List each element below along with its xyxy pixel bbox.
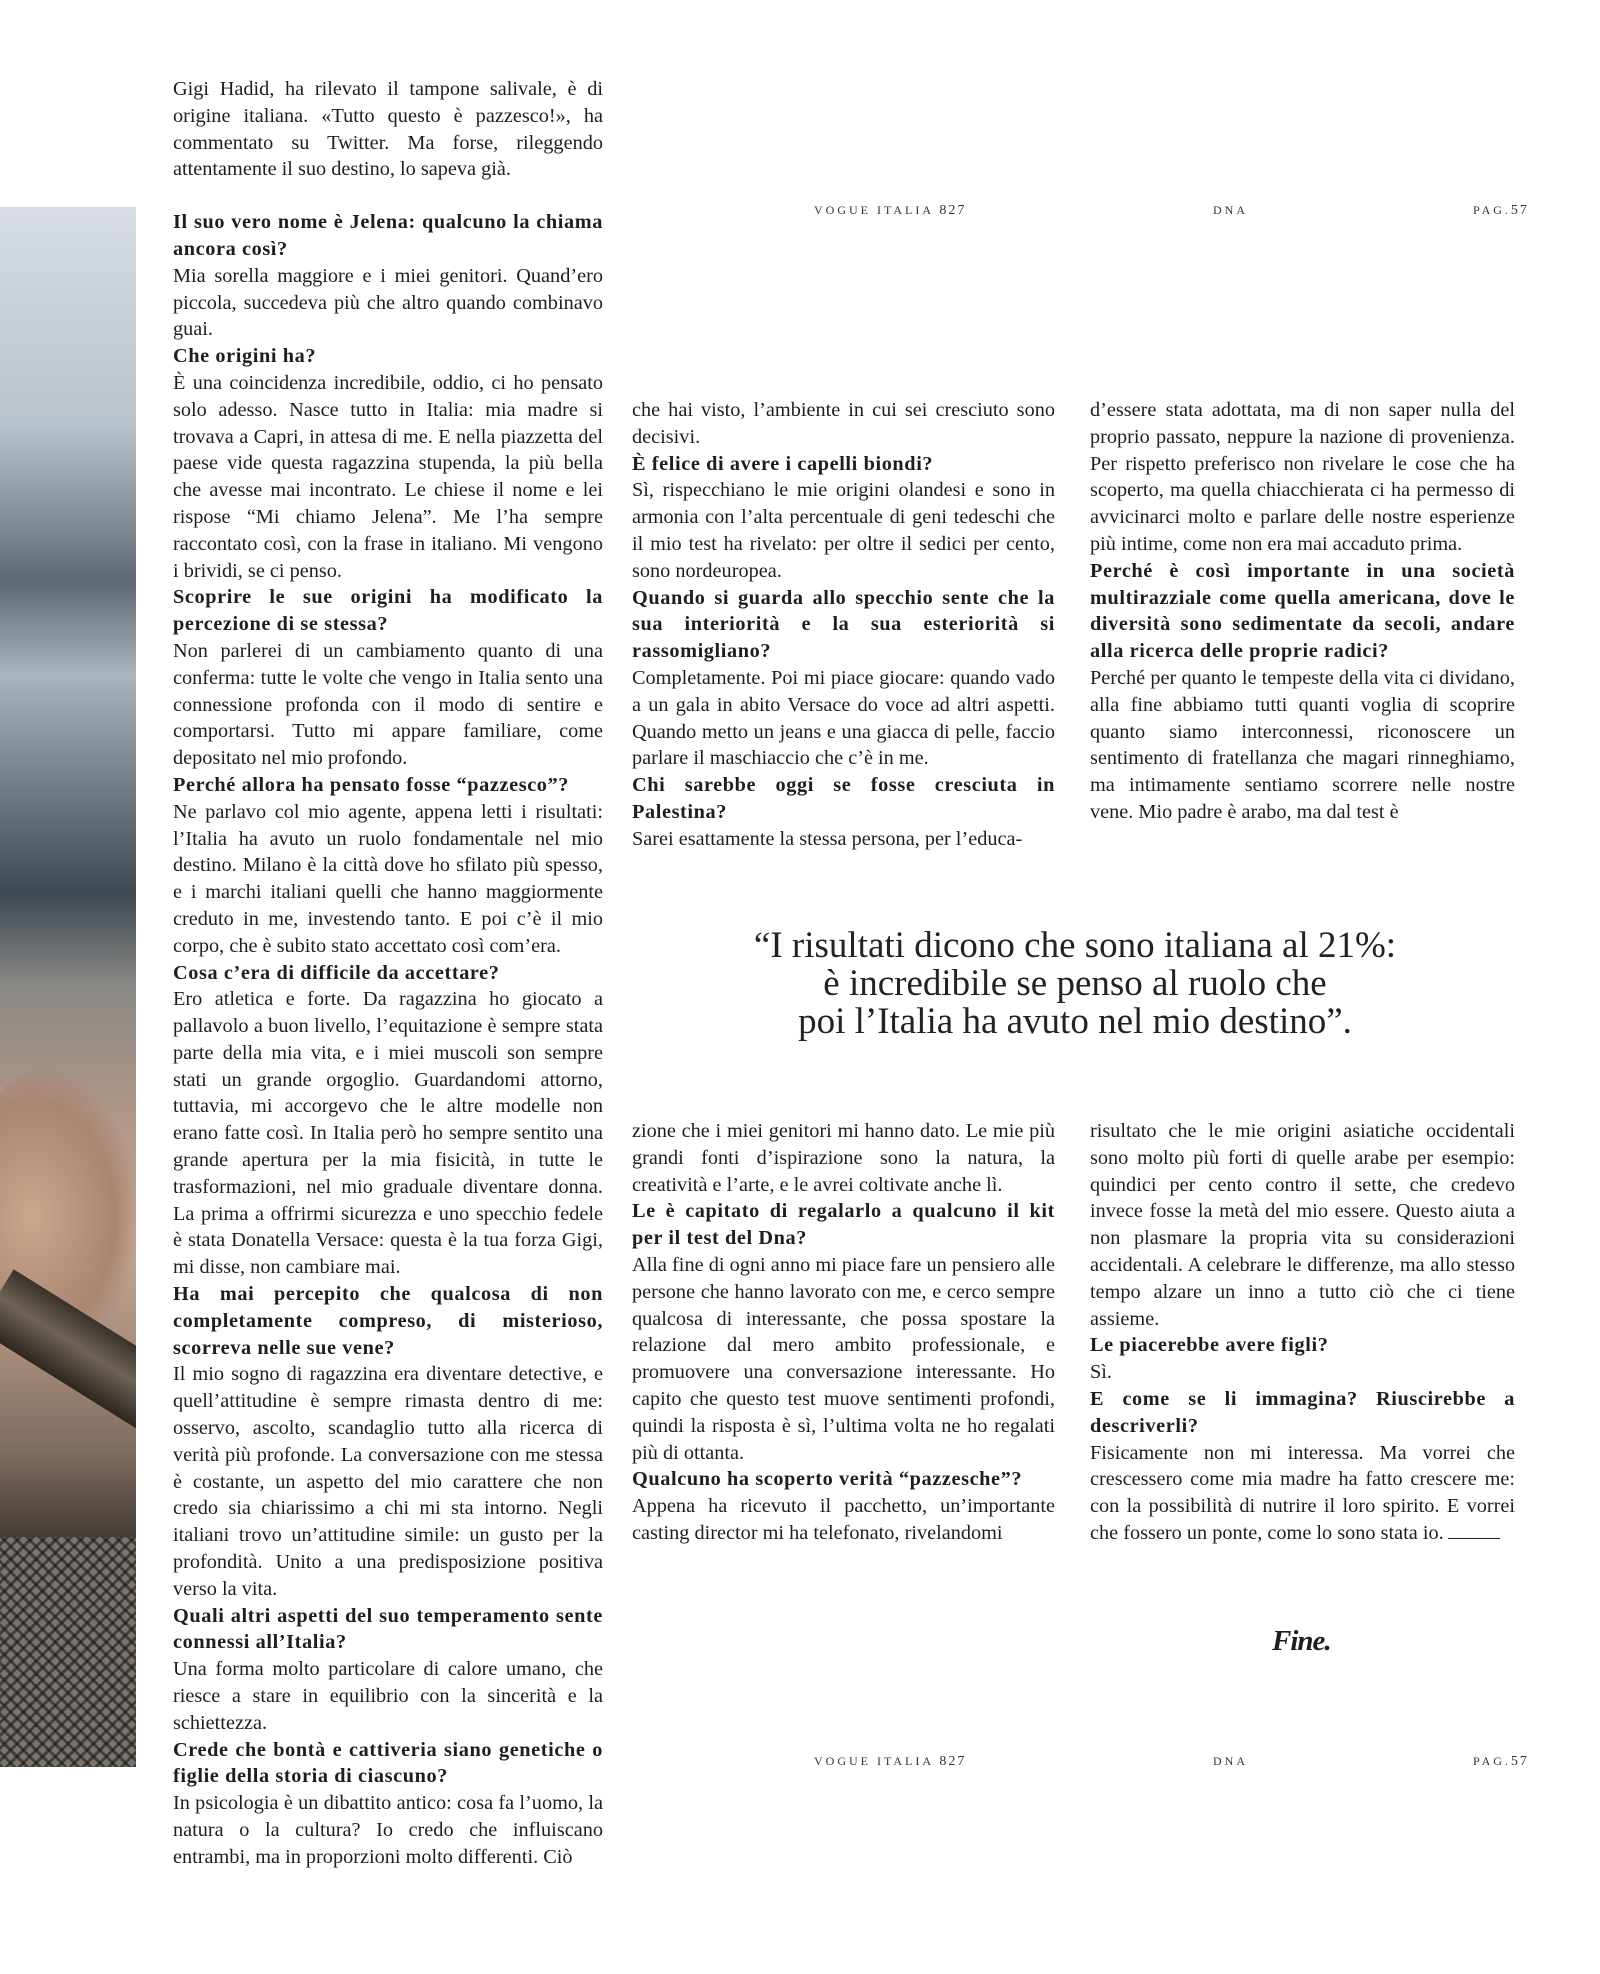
interview-answer: Sì. xyxy=(1090,1361,1112,1384)
footer-page-number: PAG.57 xyxy=(1473,1754,1529,1769)
cover-photo-strip xyxy=(0,207,136,1767)
interview-question: Quali altri aspetti del suo temperamento sente connessi all’Italia? xyxy=(173,1604,603,1654)
interview-answer: Fisicamente non mi interessa. Ma vorrei che crescessero come mia madre ha fatto crescere me: con la possibilità di nutrire il loro spirito. E vorrei che fossero un ponte, come lo sono stata io. xyxy=(1090,1441,1515,1544)
footer-magazine-issue: VOGUE ITALIA 827 xyxy=(814,1754,967,1769)
interview-answer: Gigi Hadid, ha rilevato il tampone salivale, è di origine italiana. «Tutto questo è pazzesco!», ha commentato su Twitter. Ma forse, rileggendo attentamente il suo destino, lo sapeva già. xyxy=(173,78,603,181)
pull-quote-line-3: poi l’Italia ha avuto nel mio destino”. xyxy=(798,1001,1352,1042)
interview-question: Cosa c’era di difficile da accettare? xyxy=(173,961,500,984)
interview-question: Crede che bontà e cattiveria siano genetiche o figlie della storia di ciascuno? xyxy=(173,1738,603,1788)
interview-answer: zione che i miei genitori mi hanno dato. Le mie più grandi fonti d’ispirazione sono la natura, la creatività e l’arte, e le avrei coltivate anche lì. xyxy=(632,1120,1055,1196)
text-column-3-bottom xyxy=(1090,1118,1515,1547)
interview-answer: Sarei esattamente la stessa persona, per l’educa- xyxy=(632,827,1023,850)
interview-question: Scoprire le sue origini ha modificato la percezione di se stessa? xyxy=(173,586,603,636)
text-column-3-top xyxy=(1090,397,1515,826)
interview-answer: Perché per quanto le tempeste della vita ci dividano, alla fine abbiamo tutti quanti voglia di scoprire quanto siamo interconnessi, riconoscere un sentimento di fratellanza che magari rinneghiamo, ma intimamente sentiamo scorrere nelle nostre vene. Mio padre è arabo, ma dal test è xyxy=(1090,666,1515,823)
interview-answer: Non parlerei di un cambiamento quanto di una conferma: tutte le volte che vengo in Italia sento una connessione profonda con il modo di sentire e comportarsi. Tutto mi appare familiare, come depositato nel mio profondo. xyxy=(173,639,603,770)
interview-question: È felice di avere i capelli biondi? xyxy=(632,452,934,475)
interview-answer: Una forma molto particolare di calore umano, che riesce a stare in equilibrio con la sincerità e la schiettezza. xyxy=(173,1658,603,1734)
interview-question: Le piacerebbe avere figli? xyxy=(1090,1334,1329,1357)
footer-section: DNA xyxy=(1213,1754,1248,1768)
pull-quote-line-2: è incredibile se penso al ruolo che xyxy=(823,963,1327,1004)
interview-answer: d’essere stata adottata, ma di non saper nulla del proprio passato, neppure la nazione di provenienza. Per rispetto preferisco non rivelare le cose che ha scoperto, ma quella chiacchierata ci ha permesso di avvicinarci molto e parlare delle nostre esperienze più intime, come non era mai accaduto prima. xyxy=(1090,399,1515,555)
interview-question: Che origini ha? xyxy=(173,345,317,368)
pull-quote-line-1: “I risultati dicono che sono italiana al 21%: xyxy=(753,925,1397,966)
end-rule xyxy=(1448,1538,1500,1539)
fine-signature: Fine. xyxy=(1272,1625,1331,1657)
interview-question: Perché allora ha pensato fosse “pazzesco”? xyxy=(173,773,570,796)
paragraph-spacer xyxy=(173,183,603,209)
text-column-2-bottom xyxy=(632,1118,1055,1547)
interview-question: Qualcuno ha scoperto verità “pazzesche”? xyxy=(632,1468,1023,1491)
text-column-2-top xyxy=(632,397,1055,853)
interview-question: E come se li immagina? Riuscirebbe a descriverli? xyxy=(1090,1387,1515,1437)
interview-answer: È una coincidenza incredibile, oddio, ci ho pensato solo adesso. Nasce tutto in Italia: mia madre si trovava a Capri, in attesa di me. E nella piazzetta del paese vide questa ragazzina stupenda, la più bella che avesse mai incontrato. Le chiese il nome e lei rispose “Mi chiamo Jelena”. Me l’ha sempre raccontato così, con la frase in italiano. Mi vengono i brividi, se ci penso. xyxy=(173,371,603,582)
interview-answer: Ero atletica e forte. Da ragazzina ho giocato a pallavolo a buon livello, l’equitazione è sempre stata parte della mia vita, e i miei muscoli son sempre stati un grande orgoglio. Guardandomi attorno, tuttavia, mi accorgevo che le altre modelle non erano fatte così. In Italia però ho sempre sentito una grande apertura per la mia fisicità, in tutte le trasformazioni, nel mio graduale diventare donna. La prima a offrirmi sicurezza e uno specchio fedele è stata Donatella Versace: questa è la tua forza Gigi, mi disse, non cambiare mai. xyxy=(173,988,603,1279)
interview-answer: che hai visto, l’ambiente in cui sei cresciuto sono decisivi. xyxy=(632,399,1055,448)
interview-answer: Mia sorella maggiore e i miei genitori. Quand’ero piccola, succedeva più che altro quando combinavo guai. xyxy=(173,264,603,341)
interview-question: Il suo vero nome è Jelena: qualcuno la chiama ancora così? xyxy=(173,211,603,260)
interview-question: Quando si guarda allo specchio sente che la sua interiorità e la sua esteriorità si rassomigliano? xyxy=(632,586,1055,663)
header-page-number: PAG.57 xyxy=(1473,203,1529,218)
interview-answer: Il mio sogno di ragazzina era diventare detective, e quell’attitudine è sempre rimasta dentro di me: osservo, ascolto, scandaglio tutto alla ricerca di verità più profonde. La conversazione con me stessa è costante, un aspetto del mio carattere che non credo sia chiarissimo a chi mi sta intorno. Negli italiani trovo un’attitudine simile: un gusto per la profondità. Unito a una predisposizione positiva verso la vita. xyxy=(173,1363,603,1600)
header-section: DNA xyxy=(1213,203,1248,217)
interview-question: Perché è così importante in una società multirazziale come quella americana, dove le diversità sono sedimentate da secoli, andare alla ricerca delle proprie radici? xyxy=(1090,559,1515,663)
header-magazine-issue: VOGUE ITALIA 827 xyxy=(814,203,967,218)
interview-question: Ha mai percepito che qualcosa di non completamente compreso, di misterioso, scorreva nelle sue vene? xyxy=(173,1283,603,1359)
photo-fishnet xyxy=(0,1537,136,1767)
interview-answer: Appena ha ricevuto il pacchetto, un’importante casting director mi ha telefonato, rivelandomi xyxy=(632,1495,1055,1544)
pull-quote xyxy=(640,927,1510,1041)
interview-answer: Sì, rispecchiano le mie origini olandesi e sono in armonia con l’alta percentuale di geni tedeschi che il mio test ha rivelato: per oltre il sedici per cento, sono nordeuropea. xyxy=(632,479,1055,582)
text-column-1 xyxy=(173,76,603,1871)
interview-answer: risultato che le mie origini asiatiche occidentali sono molto più forti di quelle arabe per esempio: quindici per cento contro il sette, che credevo invece fosse la metà del mio essere. Questo aiuta a non plasmare la propria vita su considerazioni accidentali. A celebrare le differenze, ma allo stesso tempo alzare un inno a tutto ciò che ci tiene assieme. xyxy=(1090,1120,1515,1330)
interview-answer: Alla fine di ogni anno mi piace fare un pensiero alle persone che hanno lavorato con me, e cerco sempre qualcosa di interessante, che possa spostare la relazione dal mero ambito professionale, e promuovere una conversazione interessante. Ho capito che questo test muove sentimenti profondi, quindi la risposta è sì, l’ultima volta ne ho regalati più di ottanta. xyxy=(632,1253,1055,1464)
interview-answer: Ne parlavo col mio agente, appena letti i risultati: l’Italia ha avuto un ruolo fondamentale nel mio destino. Milano è la città dove ho sfilato più spesso, e i marchi italiani quelli che hanno maggiormente creduto in me, investendo tanto. E poi c’è il mio corpo, che è subito stato accettato così com’era. xyxy=(173,800,603,957)
interview-answer: Completamente. Poi mi piace giocare: quando vado a un gala in abito Versace do voce ad altri aspetti. Quando metto un jeans e una giacca di pelle, faccio parlare il maschiaccio che c’è in me. xyxy=(632,666,1055,770)
interview-question: Le è capitato di regalarlo a qualcuno il kit per il test del Dna? xyxy=(632,1200,1055,1250)
interview-answer: In psicologia è un dibattito antico: cosa fa l’uomo, la natura o la cultura? Io credo che influiscano entrambi, ma in proporzioni molto differenti. Ciò xyxy=(173,1792,603,1868)
interview-question: Chi sarebbe oggi se fosse cresciuta in Palestina? xyxy=(632,774,1055,823)
